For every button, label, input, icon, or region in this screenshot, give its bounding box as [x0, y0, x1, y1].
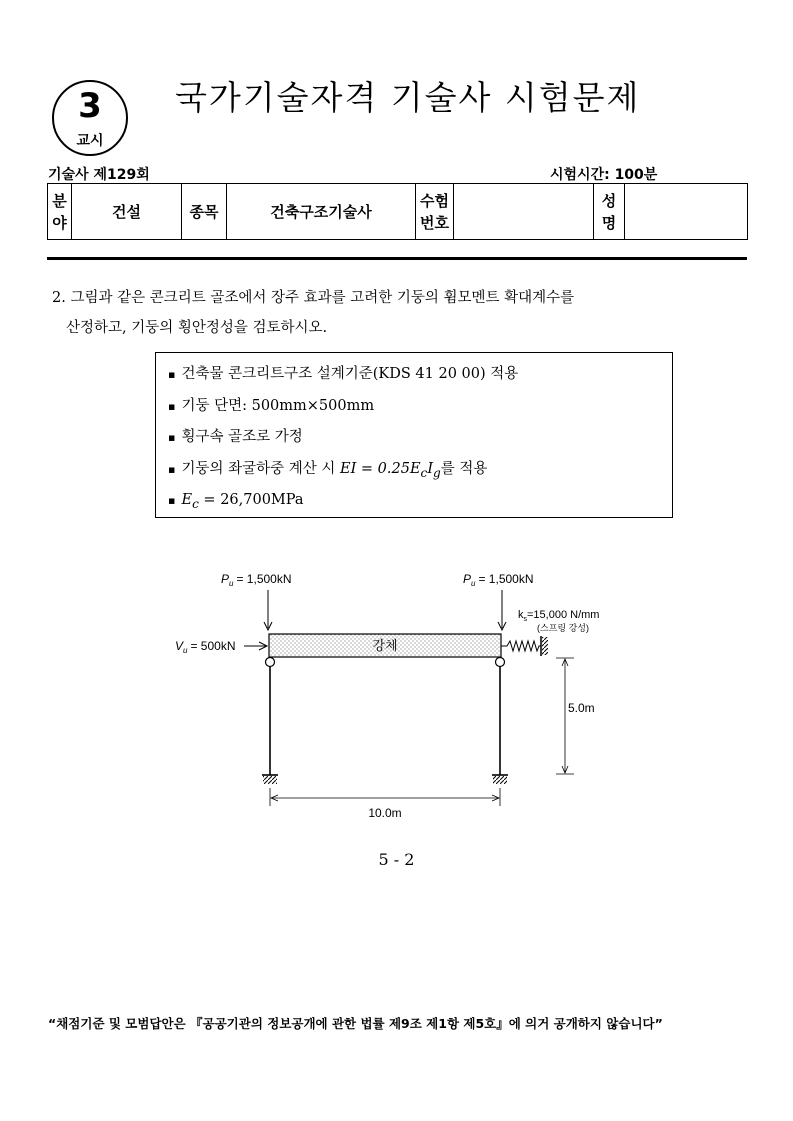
spring-note: (스프링 강성) [537, 623, 589, 633]
frame-diagram [0, 560, 793, 830]
question-text [52, 283, 752, 343]
exam-number-field[interactable] [454, 184, 594, 240]
footer-note: “채점기준 및 모범답안은 『공공기관의 정보공개에 관한 법률 제9조 제1항 제5호』에 의거 공개하지 않습니다” [48, 1016, 663, 1031]
page-number: 5 - 2 [378, 850, 415, 869]
height-label: 5.0m [568, 701, 595, 715]
question-line-2: 산정하고, 기둥의 횡안정성을 검토하시오. [66, 320, 328, 336]
spring [501, 641, 541, 651]
condition-item: ▪ 건축물 콘크리트구조 설계기준(KDS 41 20 00) 적용 [168, 359, 672, 391]
exam-round: 기술사 제129회 [48, 167, 150, 183]
spring-label: $k_s=15,000$ N/mm [518, 609, 600, 623]
span-label: 10.0m [368, 806, 402, 820]
condition-item: ▪ 횡구속 골조로 가정 [168, 422, 672, 454]
name-field[interactable] [625, 184, 748, 240]
question-line-1: 그림과 같은 콘크리트 골조에서 장주 효과를 고려한 기둥의 휨모멘트 확대계수를 [70, 290, 575, 306]
question-number: 2. [52, 290, 66, 306]
session-label: 교시 [76, 133, 104, 149]
divider [47, 257, 747, 260]
info-table [47, 183, 748, 240]
exam-time: 시험시간: 100분 [550, 167, 658, 183]
session-badge [52, 80, 128, 156]
spring-wall [542, 637, 548, 655]
category-label: 종목 [182, 184, 227, 240]
load-label-right: $P_u = 1,500kN$ [463, 572, 534, 588]
exam-number-label: 수험 번호 [416, 184, 454, 240]
page-title: 국가기술자격 기술사 시험문제 [175, 78, 641, 117]
condition-item-ec: ▪ $E_c = 26,700MPa$ [168, 485, 672, 517]
hinge-left [266, 658, 275, 667]
field-label: 분 야 [48, 184, 72, 240]
beam-label: 강체 [372, 638, 398, 653]
fixed-support-left [262, 775, 278, 784]
session-number: 3 [78, 86, 102, 126]
category-value: 건축구조기술사 [227, 184, 416, 240]
field-value: 건설 [72, 184, 182, 240]
condition-item-ei: ▪ 기둥의 좌굴하중 계산 시 EI = $0.25E_cI_g$를 적용 [168, 454, 672, 486]
condition-item: ▪ 기둥 단면: 500mm×500mm [168, 391, 672, 423]
name-label: 성 명 [594, 184, 625, 240]
conditions-box [155, 352, 673, 518]
fixed-support-right [492, 775, 508, 784]
hinge-right [496, 658, 505, 667]
load-label-left: $P_u = 1,500kN$ [221, 572, 292, 588]
lateral-load-label: $V_u = 500kN$ [175, 639, 236, 655]
